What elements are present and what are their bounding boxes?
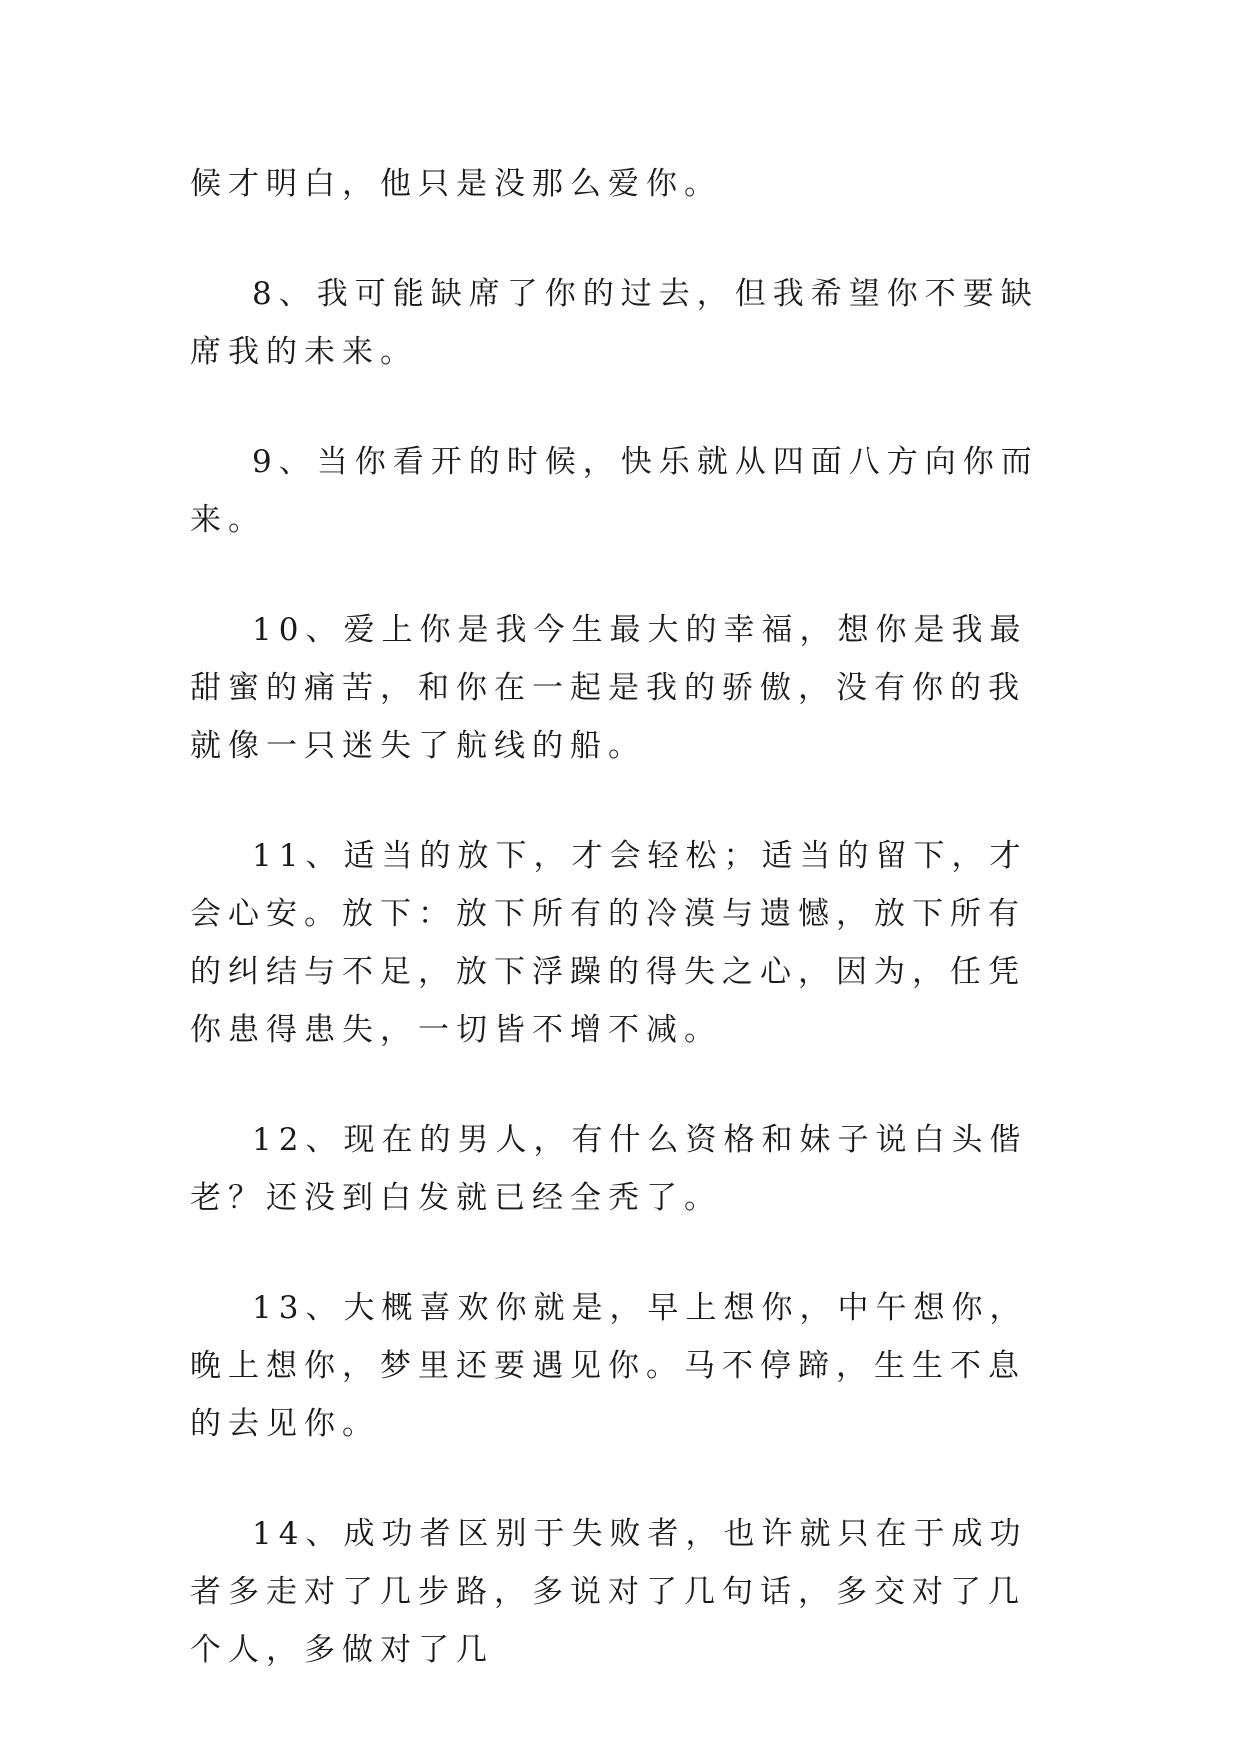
paragraph-item-13: 13、大概喜欢你就是，早上想你，中午想你，晚上想你，梦里还要遇见你。马不停蹄，生生不息的去见你。 <box>190 1290 1028 1442</box>
document-body <box>190 155 1062 1679</box>
paragraph-item-14: 14、成功者区别于失败者，也许就只在于成功者多走对了几步路，多说对了几句话，多交对了几个人，多做对了几 <box>190 1516 1028 1668</box>
paragraph-continuation: 候才明白，他只是没那么爱你。 <box>190 166 722 202</box>
paragraph-item-9: 9、当你看开的时候，快乐就从四面八方向你而来。 <box>190 444 1039 538</box>
paragraph-item-8: 8、我可能缺席了你的过去，但我希望你不要缺席我的未来。 <box>190 276 1039 370</box>
paragraph-item-10: 10、爱上你是我今生最大的幸福，想你是我最甜蜜的痛苦，和你在一起是我的骄傲，没有你的我就像一只迷失了航线的船。 <box>190 612 1028 764</box>
paragraph-item-12: 12、现在的男人，有什么资格和妹子说白头偕老？还没到白发就已经全秃了。 <box>190 1122 1028 1216</box>
paragraph-item-11: 11、适当的放下，才会轻松；适当的留下，才会心安。放下：放下所有的冷漠与遗憾，放下所有的纠结与不足，放下浮躁的得失之心，因为，任凭你患得患失，一切皆不增不减。 <box>190 838 1028 1048</box>
